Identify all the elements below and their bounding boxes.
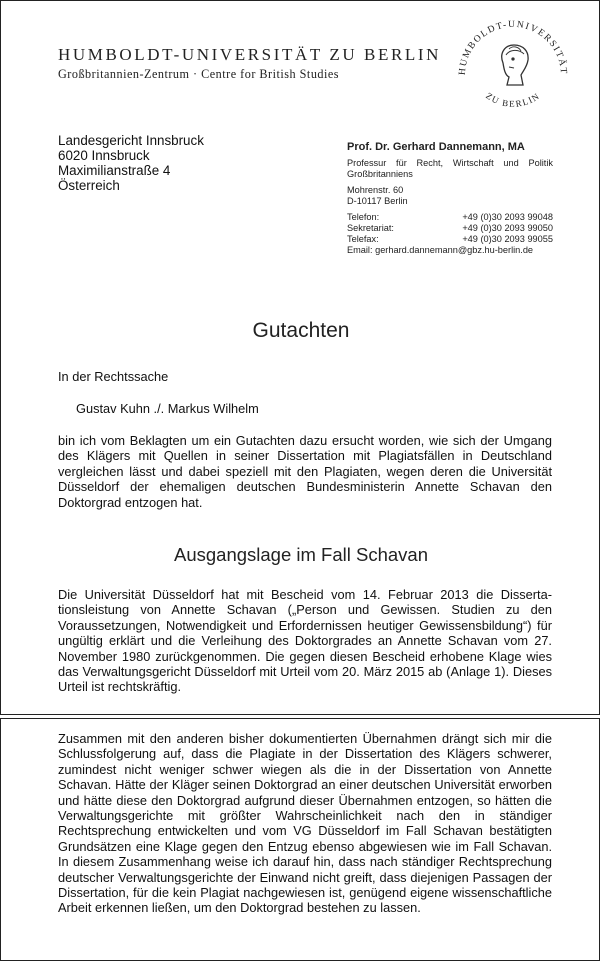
document-title: Gutachten (252, 319, 350, 342)
recipient-country: Österreich (58, 178, 120, 193)
secretariat-label: Sekretariat: (347, 223, 394, 233)
centre-subtitle: Großbritannien-Zentrum · Centre for British Studies (58, 67, 340, 81)
seal-text-top: HUMBOLDT-UNIVERSITÄT (457, 19, 569, 76)
paragraph-schavan: Die Universität Düsseldorf hat mit Bescheid vom 14. Februar 2013 die Dissertationsleistung von Annette Schavan („Person und Gewissen. Studien zu den Voraussetzungen, Notwendigkeit und Erfordernissen heutiger Gewissensbildung“) für ungültig erklärt und die Verleihung des Doktorgrades an Annette Schavan vom 27. November 1980 zurückgenommen. Die gegen diesen Bescheid erhobene Klage wies das Verwaltungsgericht Düsseldorf mit Urteil vom 20. März 2015 ab (Anlage 1). Dieses Urteil ist rechtskräftig. (58, 587, 552, 695)
intro-line: In der Rechtssache (58, 369, 169, 384)
case-parties: Gustav Kuhn ./. Markus Wilhelm (76, 401, 259, 416)
seal-text-bottom: ZU BERLIN (484, 90, 542, 109)
sender-secretariat-row (347, 223, 553, 234)
sender-street: Mohrenstr. 60 (347, 185, 404, 195)
sender-block (347, 141, 553, 256)
fax-label: Telefax: (347, 234, 379, 244)
university-seal-icon (443, 9, 593, 121)
section-heading: Ausgangslage im Fall Schavan (173, 544, 428, 565)
sender-professorship: Professur für Recht, Wirtschaft und Politik Großbritanniens (347, 158, 553, 179)
recipient-street: Maximilianstraße 4 (58, 163, 171, 178)
recipient-postcode-city: 6020 Innsbruck (58, 148, 150, 163)
paragraph-request: bin ich vom Beklagten um ein Gutachten dazu ersucht worden, wie sich der Umgang des Klägers mit Quellen in seiner Dissertation mit Plagiatsfällen in Deutschland vergleichen lässt und dabei speziell mit den Plagiaten, wegen deren die Universität Düsseldorf der ehemaligen deutschen Bundesministerin Annette Schavan den Doktorgrad entzogen hat. (58, 433, 552, 510)
sender-email: Email: gerhard.dannemann@gbz.hu-berlin.de (347, 245, 534, 255)
secretariat-number: +49 (0)30 2093 99050 (462, 223, 553, 233)
university-name: HUMBOLDT-UNIVERSITÄT ZU BERLIN (58, 45, 442, 64)
fax-number: +49 (0)30 2093 99055 (462, 234, 553, 244)
sender-fax-row (347, 234, 553, 245)
sender-name: Prof. Dr. Gerhard Dannemann, MA (347, 141, 525, 153)
sender-city: D-10117 Berlin (347, 196, 408, 206)
phone-number: +49 (0)30 2093 99048 (462, 212, 553, 222)
recipient-court: Landesgericht Innsbruck (58, 133, 204, 148)
sender-phone-row (347, 212, 553, 223)
paragraph-conclusion: Zusammen mit den anderen bisher dokumentierten Übernahmen drängt sich mir die Schlussfolgerung auf, dass die Plagiate in der Dissertation des Klägers schwerer, zumindest nicht weniger schwer wiegen als die in der Dissertation von Annette Schavan. Hätte der Kläger seinen Doktorgrad an einer deutschen Universität erworben und hätte diese den Doktorgrad aufgrund dieser Übernahmen entzogen, so hätten die Verwaltungsgerichte mit größter Wahrscheinlichkeit nach den in ständiger Rechtsprechung entwickelten und vom VG Düsseldorf im Fall Schavan bestätigten Grundsätzen eine Klage gegen den Entzug ebenso abgewiesen wie im Fall Schavan. In diesem Zusammenhang weise ich darauf hin, dass nach ständiger Rechtsprechung deutscher Verwaltungsgerichte der Einwand nicht greift, dass diejenigen Passagen der Dissertation, für die kein Plagiat nachgewiesen ist, genügend eigene wissenschaftliche Arbeit erkennen ließen, um den Doktorgrad bestehen zu lassen. (58, 731, 552, 916)
recipient-address (58, 133, 204, 193)
document-page-2 (0, 718, 600, 961)
portrait-seal-icon (502, 45, 528, 85)
phone-label: Telefon: (347, 212, 380, 222)
